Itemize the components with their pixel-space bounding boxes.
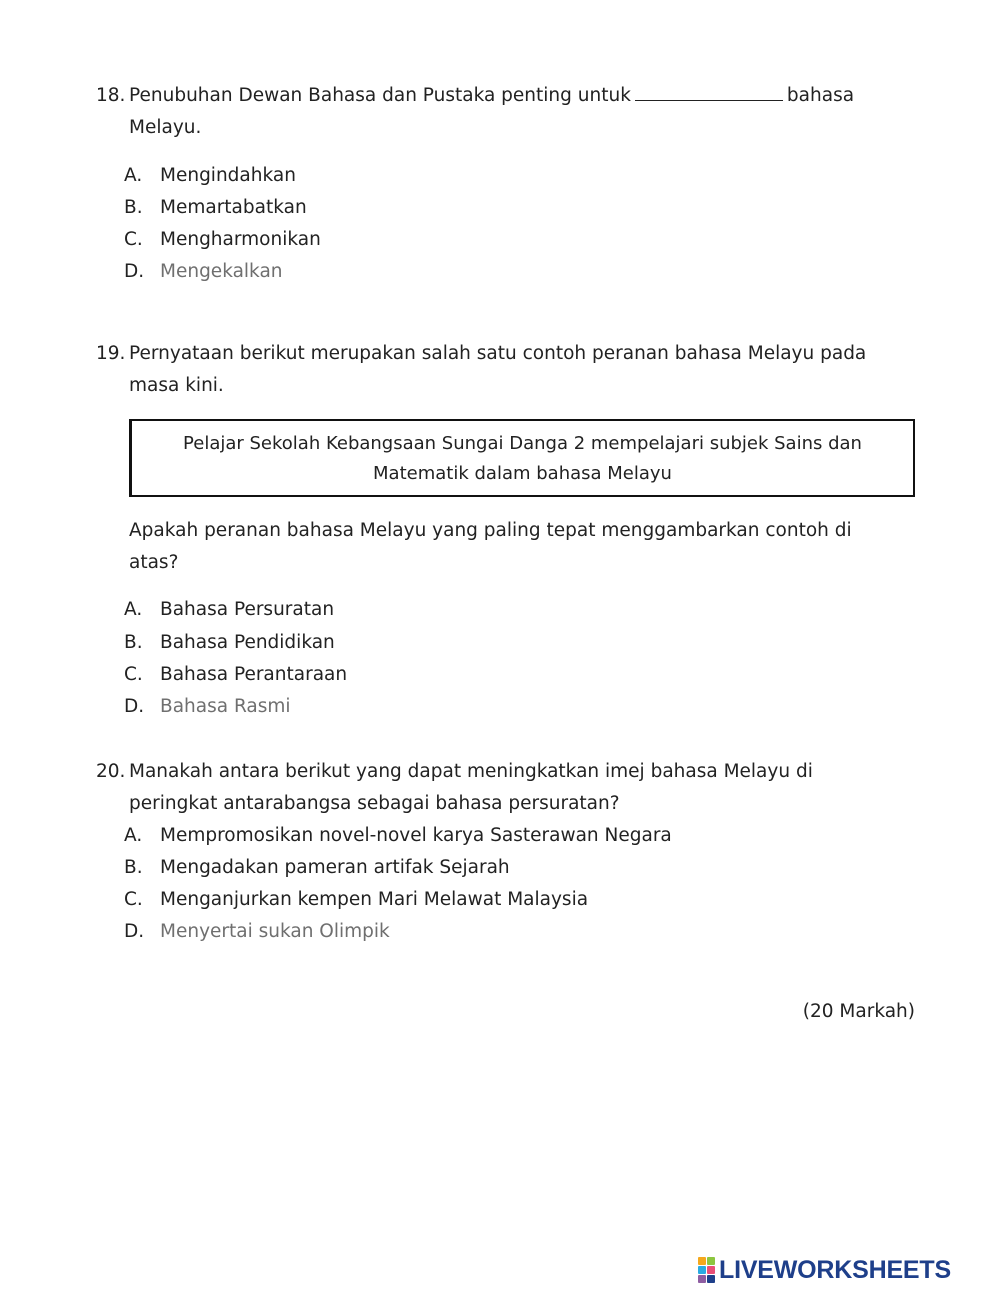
q18-stem	[129, 84, 854, 108]
q19-stem-line2: masa kini.	[129, 375, 224, 396]
q18-stem-line2: Melayu.	[129, 117, 202, 138]
q19-number: 19.	[96, 343, 126, 364]
q20-number: 20.	[96, 761, 126, 782]
q18-option-a-letter: A.	[124, 165, 143, 186]
q19-option-b-letter: B.	[124, 632, 143, 653]
q18-answer-blank[interactable]	[635, 86, 783, 101]
q19-option-c-letter: C.	[124, 664, 143, 685]
total-marks: (20 Markah)	[802, 1001, 915, 1022]
q19-option-a-letter: A.	[124, 599, 143, 620]
q18-stem-before: Penubuhan Dewan Bahasa dan Pustaka penting untuk	[129, 85, 631, 106]
q18-option-b[interactable]: Memartabatkan	[160, 197, 307, 218]
q19-option-b[interactable]: Bahasa Pendidikan	[160, 632, 335, 653]
liveworksheets-logo[interactable]	[698, 1257, 951, 1283]
logo-square	[707, 1275, 715, 1283]
q20-option-d-letter: D.	[124, 921, 145, 942]
q20-option-a[interactable]: Mempromosikan novel-novel karya Sasterawan Negara	[160, 825, 672, 846]
logo-square	[698, 1266, 706, 1274]
q19-statement-line2: Matematik dalam bahasa Melayu	[373, 463, 672, 484]
q18-option-a[interactable]: Mengindahkan	[160, 165, 296, 186]
q18-option-b-letter: B.	[124, 197, 143, 218]
q20-stem-line2: peringkat antarabangsa sebagai bahasa persuratan?	[129, 793, 620, 814]
logo-squares-icon	[698, 1257, 715, 1283]
q20-option-c[interactable]: Menganjurkan kempen Mari Melawat Malaysia	[160, 889, 589, 910]
q18-option-c-letter: C.	[124, 229, 143, 250]
q19-option-d-letter: D.	[124, 696, 145, 717]
q20-option-a-letter: A.	[124, 825, 143, 846]
q20-stem-line1: Manakah antara berikut yang dapat meningkatkan imej bahasa Melayu di	[129, 761, 813, 782]
q19-option-a[interactable]: Bahasa Persuratan	[160, 599, 335, 620]
q18-stem-after: bahasa	[786, 85, 855, 106]
q19-stem-line1: Pernyataan berikut merupakan salah satu contoh peranan bahasa Melayu pada	[129, 343, 867, 364]
logo-square	[698, 1257, 706, 1265]
q20-option-b[interactable]: Mengadakan pameran artifak Sejarah	[160, 857, 510, 878]
q18-option-d-letter: D.	[124, 261, 145, 282]
q20-option-d[interactable]: Menyertai sukan Olimpik	[160, 921, 390, 942]
q18-option-c[interactable]: Mengharmonikan	[160, 229, 321, 250]
logo-square	[698, 1275, 706, 1283]
q19-question-line1: Apakah peranan bahasa Melayu yang paling tepat menggambarkan contoh di	[129, 520, 852, 541]
q19-statement-line1: Pelajar Sekolah Kebangsaan Sungai Danga 2 mempelajari subjek Sains dan	[183, 433, 862, 454]
q20-option-c-letter: C.	[124, 889, 143, 910]
q18-option-d[interactable]: Mengekalkan	[160, 261, 283, 282]
q19-question-line2: atas?	[129, 552, 179, 573]
brand-name: LIVEWORKSHEETS	[719, 1255, 951, 1284]
q19-option-d[interactable]: Bahasa Rasmi	[160, 696, 291, 717]
q19-option-c[interactable]: Bahasa Perantaraan	[160, 664, 348, 685]
q19-statement-box	[129, 419, 915, 497]
logo-square	[707, 1257, 715, 1265]
q18-number: 18.	[96, 85, 126, 106]
q20-option-b-letter: B.	[124, 857, 143, 878]
logo-square	[707, 1266, 715, 1274]
